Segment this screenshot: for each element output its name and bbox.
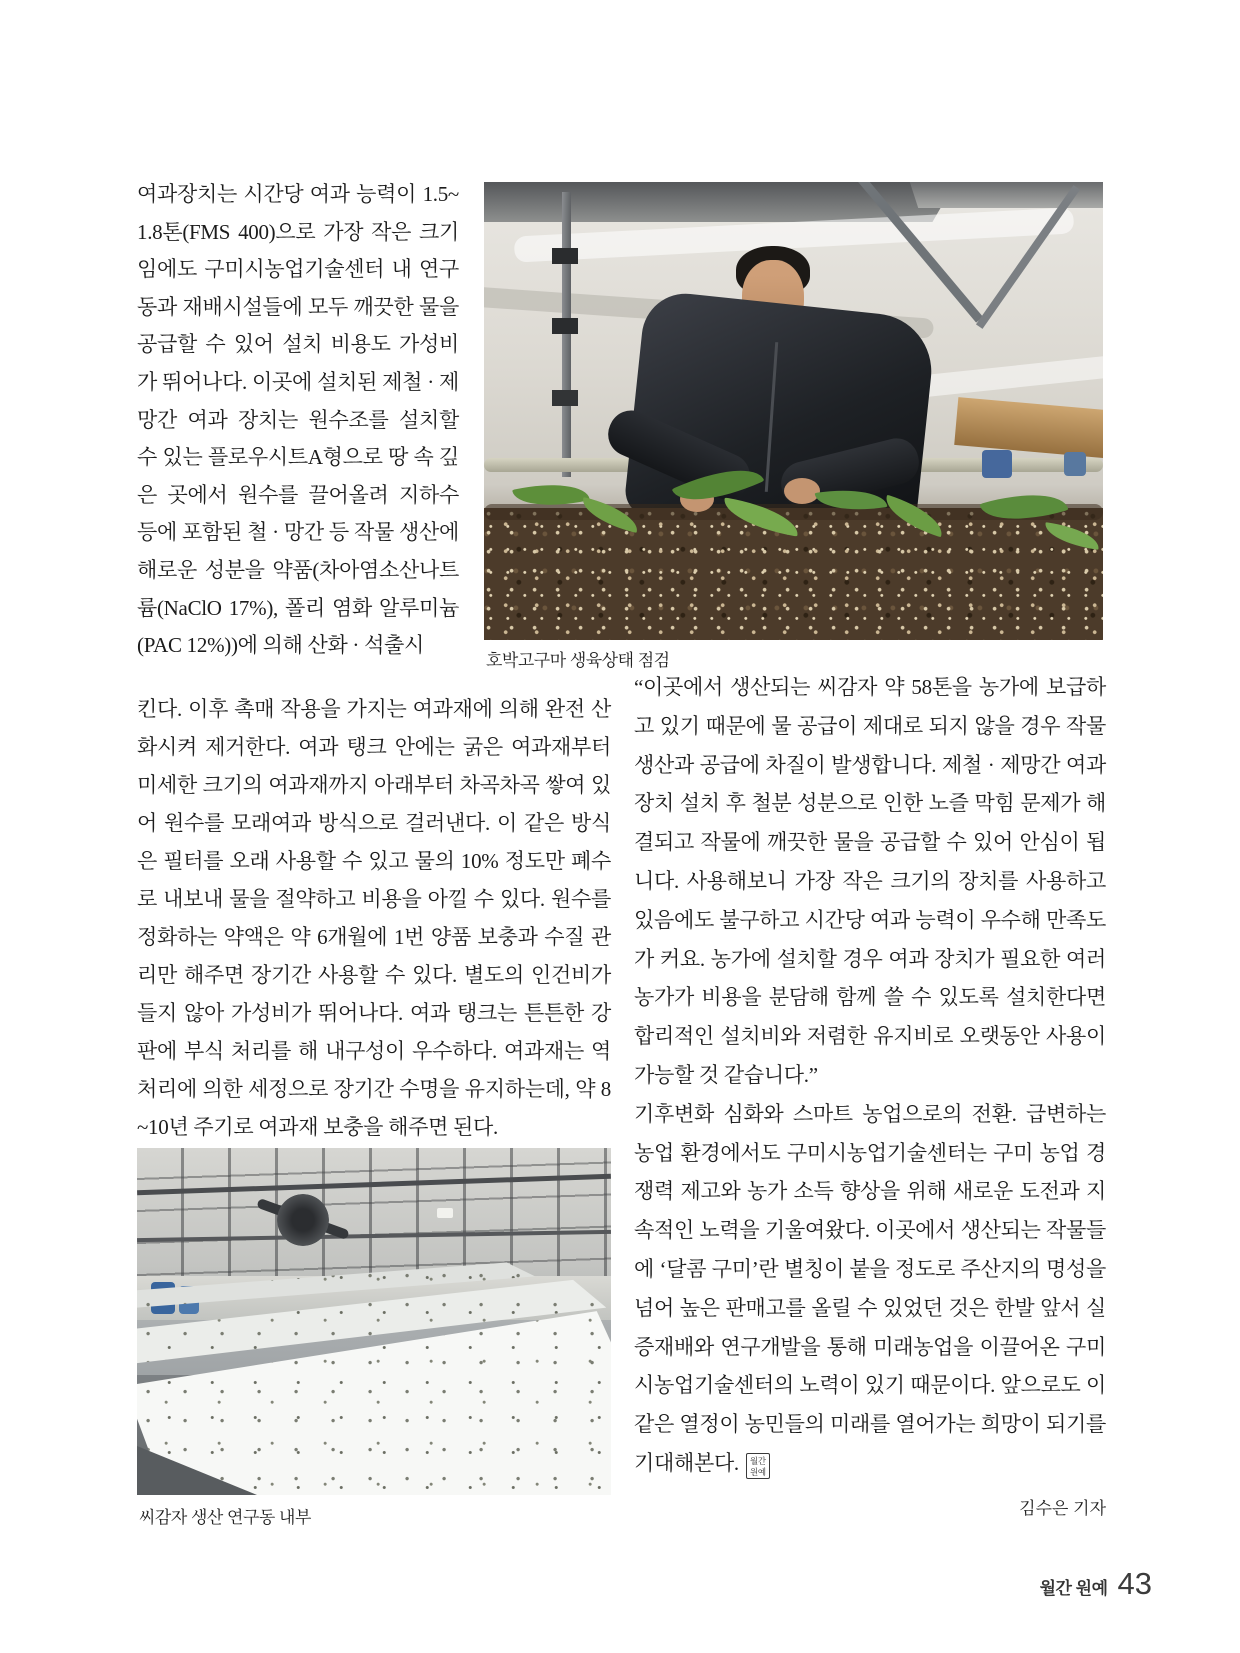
post-clamp — [552, 248, 578, 264]
pipe-joint — [982, 450, 1012, 478]
article-body-left: 킨다. 이후 촉매 작용을 가지는 여과재에 의해 완전 산화시켜 제거한다. 여과 탱크 안에는 굵은 여과재부터 미세한 크기의 여과재까지 아래부터 차곡차곡 쌓여 있어 원수를 모래여과 방식으로 걸러낸다. 이 같은 방식은 필터를 오래 사용할 수 있고 물의 10% 정도만 폐수로 내보내 물을 절약하고 비용을 아낄 수 있다. 원수를 정화하는 약액은 약 6개월에 1번 양품 보충과 수질 관리만 해주면 장기간 사용할 수 있다. 별도의 인건비가 들지 않아 가성비가 뛰어나다. 여과 탱크는 튼튼한 강판에 부식 처리를 해 내구성이 우수하다. 여과재는 역처리에 의한 세정으로 장기간 수명을 유지하는데, 약 8~10년 주기로 여과재 보충을 해주면 된다. — [137, 697, 611, 1139]
post-clamp — [552, 390, 578, 406]
photo-caption-research: 씨감자 생산 연구동 내부 — [139, 1508, 311, 1527]
quote-paragraph — [634, 668, 1106, 1095]
ceiling-fan — [277, 1194, 329, 1246]
quote-text: “이곳에서 생산되는 씨감자 약 58톤을 농가에 보급하고 있기 때문에 물 공급이 제대로 되지 않을 경우 작물 생산과 공급에 차질이 발생합니다. 제철 · 제망간 여과 장치 설치 후 철분 성분으로 인한 노즐 막힘 문제가 해결되고 작물에 깨끗한 물을 공급할 수 있어 안심이 됩니다. 사용해보니 가장 작은 크기의 장치를 사용하고 있음에도 불구하고 시간당 여과 능력이 우수해 만족도가 커요. 농가에 설치할 경우 여과 장치가 필요한 여러 농가가 비용을 분담해 함께 쓸 수 있도록 설치한다면 합리적인 설치비와 저렴한 유지비로 오랫동안 사용이 가능할 것 같습니다.” — [634, 675, 1106, 1087]
article-intro-text: 여과장치는 시간당 여과 능력이 1.5~1.8톤(FMS 400)으로 가장 작은 크기임에도 구미시농업기술센터 내 연구동과 재배시설들에 모두 깨끗한 물을 공급할 수 있어 설치 비용도 가성비가 뛰어나다. 이곳에 설치된 제철 · 제망간 여과 장치는 원수조를 설치할 수 있는 플로우시트A형으로 땅 속 깊은 곳에서 원수를 끌어올려 지하수 등에 포함된 철 · 망간 등 작물 생산에 해로운 성분을 약품(차아염소산나트륨(NaClO 17%), 폴리 염화 알루미늄(PAC 12%))에 의해 산화 · 석출시 — [137, 182, 459, 658]
person-hand — [784, 478, 820, 504]
byline: 김수은 기자 — [1019, 1499, 1106, 1518]
magazine-name: 월간 원예 — [1039, 1579, 1108, 1598]
article-right-column — [634, 668, 1106, 1483]
closing-text: 기후변화 심화와 스마트 농업으로의 전환. 급변하는 농업 환경에서도 구미시농업기술센터는 구미 농업 경쟁력 제고와 농가 소득 향상을 위해 새로운 도전과 지속적인 노력을 기울여왔다. 이곳에서 생산되는 작물들에 ‘달콤 구미’란 별칭이 붙을 정도로 주산지의 명성을 넘어 높은 판매고를 올릴 수 있었던 것은 한발 앞서 실증재배와 연구개발을 통해 미래농업을 이끌어온 구미시농업기술센터의 노력이 있기 때문이다. 앞으로도 이같은 열정이 농민들의 미래를 열어가는 희망이 되기를 기대해본다. — [634, 1101, 1106, 1475]
greenhouse-post — [562, 192, 571, 477]
hanging-light — [437, 1208, 453, 1218]
stamp-line: 월간 — [749, 1455, 766, 1466]
post-clamp — [552, 318, 578, 334]
closing-paragraph — [634, 1095, 1106, 1483]
page-footer — [1040, 1566, 1152, 1602]
magazine-end-stamp-icon — [746, 1453, 770, 1479]
ceiling-truss — [137, 1148, 611, 1276]
page-number: 43 — [1117, 1566, 1152, 1601]
pipe-joint — [1064, 452, 1086, 476]
photo-caption-greenhouse: 호박고구마 생육상태 점검 — [486, 651, 670, 670]
photo-research-building-interior — [137, 1148, 611, 1495]
wooden-plank — [954, 397, 1103, 459]
hanging-light — [517, 1220, 531, 1229]
photo-greenhouse-inspection — [484, 182, 1103, 640]
stamp-line: 원예 — [749, 1466, 766, 1477]
